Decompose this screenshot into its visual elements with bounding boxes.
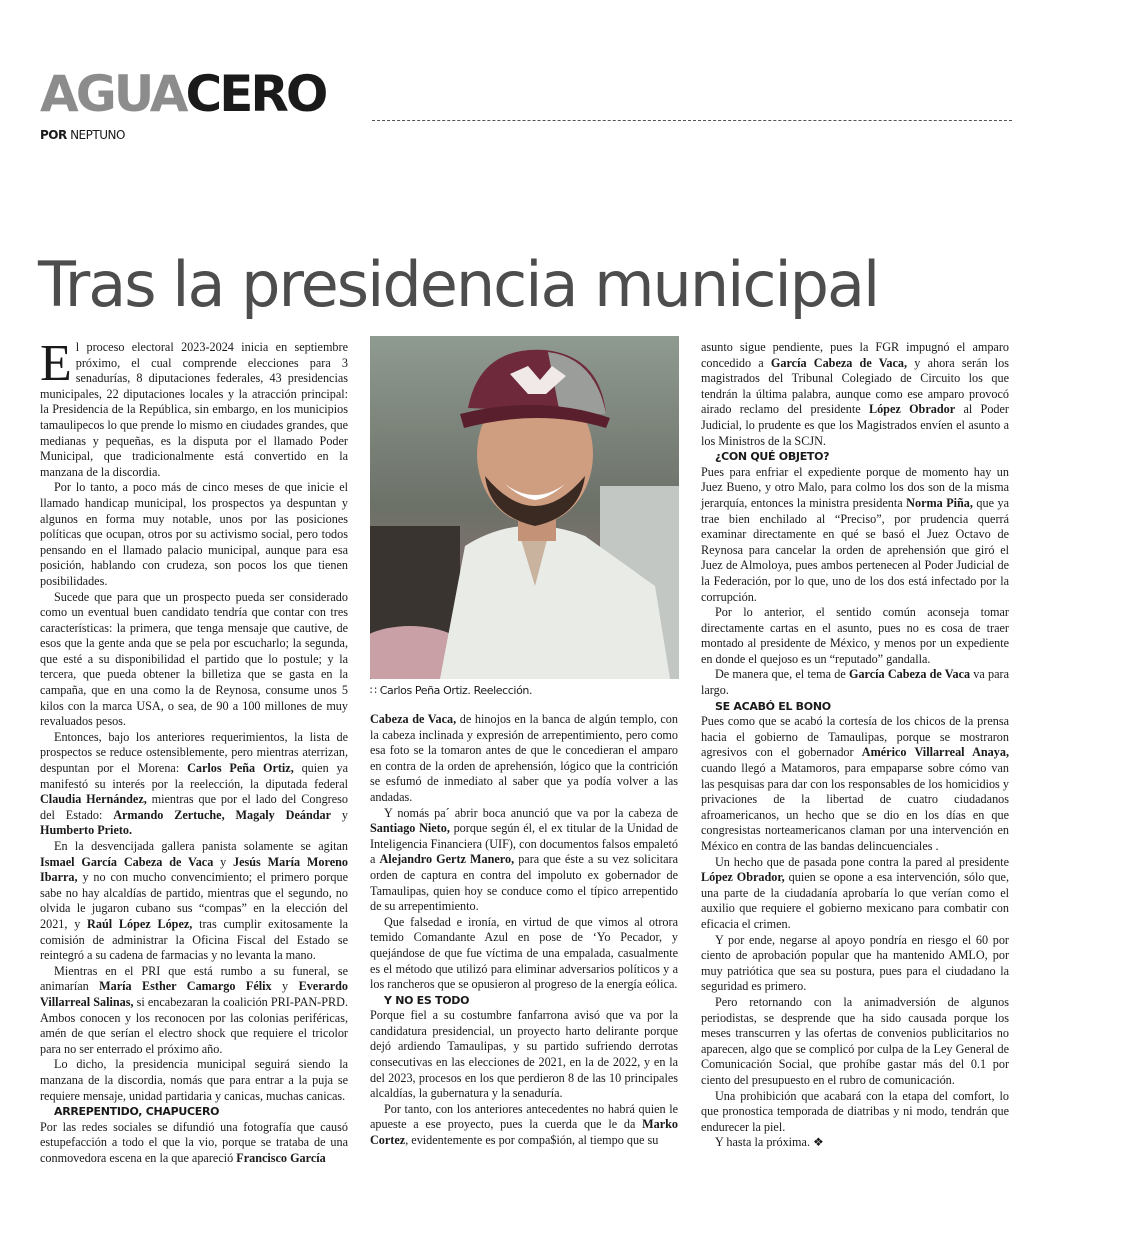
paragraph: De manera que, el tema de García Cabeza de Vaca va para largo. bbox=[701, 667, 1009, 698]
drop-cap: E bbox=[40, 335, 72, 392]
paragraph: Pues para enfriar el expediente porque de momento hay un Juez Bueno, y otro Malo, para colmo los dos son de la misma jerarquía, entonces la ministra presidenta Norma Piña, que ya trae bien enchilado al “Preciso”, por prudencia querrá examinar directamente en qué se basó el Juez Octavo de Reynosa para cancelar la orden de aprehensión que giró el Juez de Almoloya, pues ambos pertenecen al Poder Judicial de la Federación, por lo que, uno de los dos está infectado por la corrupción. bbox=[701, 464, 1009, 604]
column-masthead bbox=[40, 66, 325, 122]
paragraph: Por tanto, con los anteriores antecedentes no habrá quien le apueste a ese proyecto, pues la cuerda que le da Marko Cortez, evidentemente es por compa$ión, al tiempo que su bbox=[370, 1101, 678, 1148]
paragraph: En la desvencijada gallera panista solamente se agitan Ismael García Cabeza de Vaca y Jesús María Moreno Ibarra, y no con mucho convencimiento; el primero porque sabe no hay alcaldías de partido, mientras que el segundo, no olvida le jugaron cubano sus “compas” en la elección del 2021, y Raúl López López, tras cumplir exitosamente la comisión de administrar la Oficina Fiscal del Estado se reintegró a su cadena de farmacias y no levanta la mano. bbox=[40, 839, 348, 963]
article-photo bbox=[370, 336, 679, 679]
paragraph: Pero retornando con la animadversión de algunos periodistas, se desprende que ha sido causada porque los meses transcurren y las ofertas de convenios publicitarios no aparecen, algo que se complicó por culpa de la Ley General de Comunicación Social, que prohíbe gastar más del 0.1 por ciento del presupuesto en el rubro de comunicación. bbox=[701, 994, 1009, 1087]
header-divider bbox=[372, 120, 1012, 121]
byline-prefix: POR bbox=[40, 128, 67, 142]
paragraph: Una prohibición que acabará con la etapa del comfort, lo que pronostica temporada de diatribas y ni modo, tendrán que endurecer la piel. bbox=[701, 1088, 1009, 1134]
paragraph: Porque fiel a su costumbre fanfarrona avisó que va por la candidatura presidencial, un proyecto harto delirante porque dejó ardiendo Tamaulipas, y su partido sufriendo derrotas consecutivas en las elecciones de 2021, en la de 2022, y en la del 2023, procesos en los que perdieron 8 de las 10 principales alcaldías, la gubernatura y la senaduría. bbox=[370, 1008, 678, 1101]
photo-caption: ∷ Carlos Peña Ortiz. Reelección. bbox=[370, 684, 533, 697]
paragraph: Pues como que se acabó la cortesía de los chicos de la prensa hacia el gobierno de Tamaulipas, porque se mostraron agresivos con el gobernador Américo Villarreal Anaya, cuando llegó a Matamoros, para empaparse sobre cómo van las pesquisas para dar con los responsables de los homicidios y privaciones de la libertad de cuatro ciudadanos afroamericanos, un hecho que se dio en los días en que congresistas norteamericanos claman por una intervención en México en contra de las bandas delincuenciales . bbox=[701, 714, 1009, 853]
paragraph: Y hasta la próxima. ❖ bbox=[715, 1135, 824, 1150]
paragraph: Por lo anterior, el sentido común aconseja tomar directamente cartas en el asunto, pues no es cosa de traer montado al presidente de México, y menos por un expediente en donde el quejoso es un “reputado” gandalla. bbox=[701, 605, 1009, 666]
paragraph: Entonces, bajo los anteriores requerimientos, la lista de prospectos se reduce ostensiblemente, pero mientras aterrizan, despuntan por el Morena: Carlos Peña Ortiz, quien ya manifestó su interés por la reelección, la diputada federal Claudia Hernández, mientras que por el lado del Congreso del Estado: Armando Zertuche, Magaly Deándar y Humberto Prieto. bbox=[40, 729, 349, 838]
section-subheading: ¿CON QUÉ OBJETO? bbox=[715, 450, 830, 464]
paragraph: Por lo tanto, a poco más de cinco meses de que inicie el llamado handicap municipal, los prospectos ya despuntan y algunos en forma muy notable, unos por las posiciones políticas que ocupan, otros por su activismo social, pero todos pensando en el llamado palacio municipal, aunque para esa posición, hablando con crudeza, son pocos los que tienen posibilidades. bbox=[40, 480, 348, 588]
section-subheading: Y NO ES TODO bbox=[384, 993, 470, 1007]
paragraph: Un hecho que de pasada pone contra la pared al presidente López Obrador, quien se opone a esa intervención, sólo que, una parte de la ciudadanía aprobaría lo que verían como el auxilio que requiere el gobierno mexicano para combatir con eficacia el crimen. bbox=[701, 854, 1009, 931]
article-column-2 bbox=[370, 712, 678, 1149]
paragraph: Sucede que para que un prospecto pueda ser considerado como un eventual buen candidato tendría que contar con tres características: la primera, que tenga mensaje que cautive, de esos que la gente anda que se pela por escucharlo; la segunda, que esté a su disponibilidad el partido que lo postule; y la tercera, que pueda obtener la billetiza que se gasta en la campaña, que en una como la de Reynosa, consume unos 5 kilos con la marca USA, o sea, de 90 a 100 millones de muy revaluados pesos. bbox=[40, 589, 348, 729]
paragraph: Por las redes sociales se difundió una fotografía que causó estupefacción a todo el que la vio, porque se trataba de una conmovedora escena en la que apareció Francisco García bbox=[40, 1119, 348, 1165]
column-title bbox=[40, 66, 325, 122]
byline bbox=[40, 128, 125, 142]
caption-marker: ∷ bbox=[370, 684, 377, 697]
paragraph: Y por ende, negarse al apoyo pondría en riesgo el 60 por ciento de aprobación popular que ha mantenido AMLO, por muy patriótica que sea su postura, pues para el ciudadano la seguridad es primero. bbox=[701, 932, 1009, 994]
article-column-3 bbox=[701, 340, 1009, 1151]
paragraph: Cabeza de Vaca, de hinojos en la banca de algún templo, con la cabeza inclinada y expresión de arrepentimiento, pero como esa foto se la tomaron antes de que le concedieran el amparo en contra de la orden de aprehensión, lógico que la contrición se esfumó de inmediato al saber que ya podía volver a las andadas. bbox=[370, 712, 678, 804]
column-title-black: CERO bbox=[185, 65, 326, 123]
paragraph: Que falsedad e ironía, en virtud de que vimos al otrora temido Comandante Azul en pose de ‘Yo Pecador, y quejándose de que fue víctima de una empalada, casualmente es el método que utilizó para eliminar adversarios políticos y a los rancheros que se opusieron al progreso de la energía eólica. bbox=[370, 914, 678, 992]
paragraph: Lo dicho, la presidencia municipal seguirá siendo la manzana de la discordia, nomás que para entrar a la puja se requiere mensaje, unidad partidaria y canicas, muchas canicas. bbox=[40, 1057, 348, 1103]
article-column-1 bbox=[40, 335, 349, 1166]
paragraph: Y nomás pa´ abrir boca anunció que va por la cabeza de Santiago Nieto, porque según él, el ex titular de la Unidad de Inteligencia Financiera (UIF), con documentos falsos empaletó a Alejandro Gertz Manero, para que éste a su vez solicitara orden de captura en contra del impoluto ex gobernador de Tamaulipas, quien hoy se conduce como el típico arrepentido de su arrepentimiento. bbox=[370, 805, 679, 914]
byline-author: NEPTUNO bbox=[70, 128, 125, 142]
column-title-gray: AGUA bbox=[40, 65, 186, 123]
article-headline: Tras la presidencia municipal bbox=[38, 248, 879, 321]
paragraph: asunto sigue pendiente, pues la FGR impugnó el amparo concedido a García Cabeza de Vaca, y ahora serán los magistrados del Tribunal Colegiado de Circuito los que tendrán la última palabra, aunque como ese amparo provocó airado reclamo del presidente López Obrador al Poder Judicial, lo prudente es que los Magistrados envíen el asunto a los Ministros de la SCJN. bbox=[701, 340, 1009, 448]
paragraph: El proceso electoral 2023-2024 inicia en septiembre próximo, el cual comprende elecciones para 3 senadurías, 8 diputaciones federales, 43 presidencias municipales, 22 diputaciones locales y la atracción principal: la Presidencia de la República, sin embargo, en los municipios tamaulipecos lo que prende lo mismo en ciudades grandes, que medianas y pequeñas, es la disputa por el llamado Poder Municipal, que tradicionalmente está convertido en la manzana de la discordia. bbox=[40, 335, 348, 479]
section-subheading: SE ACABÓ EL BONO bbox=[715, 699, 831, 713]
section-subheading: ARREPENTIDO, CHAPUCERO bbox=[54, 1105, 220, 1119]
paragraph: Mientras en el PRI que está rumbo a su funeral, se animarían María Esther Camargo Félix y Everardo Villarreal Salinas, si encabezaran la coalición PRI-PAN-PRD. Ambos conocen y los reconocen por las colonias periféricas, amén de que serían el electro shock que requiere el tricolor para no ser enterrado el próximo año. bbox=[40, 963, 348, 1056]
